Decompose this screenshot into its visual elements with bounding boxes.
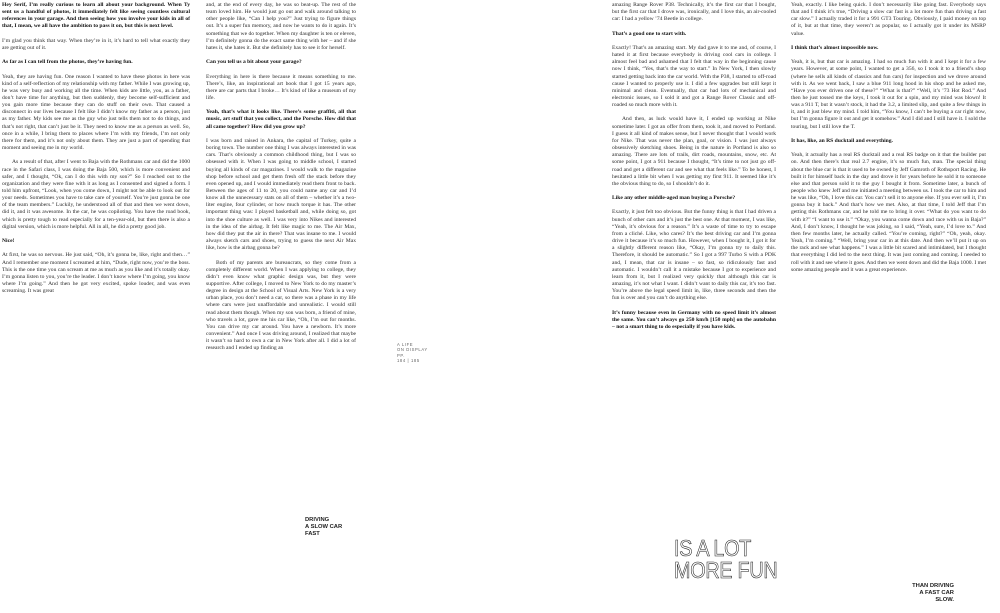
pull-quote-part-1	[305, 517, 365, 539]
interview-answer: I was born and raised in Ankara, the capital of Turkey, quite a boring town. The number one thing I was always interested in was cars. That’s obviously a common childhood thing, but I was so obsessed with it. When I was going to middle school, I started buying all kinds of car magazines. I would walk to the magazine shop before school and get them fresh off the stack before they even opened up, and I would immediately read them front to back. Between the ages of 11 to 20, you could name any car and I’d know all the unnecessary stats on all of them – whether it’s a two-liter engine, four cylinder, or how much torque it has. The other important thing was: I played basketball and, while doing so, got into the shoe culture as well. I was very into Nikes and interested in the idea of the airbag. It felt like magic to me. The Air Max, how did they put the air in there? That was insane to me. I would always sketch cars and shoes, trying to guess the next Air Max like, how is the airbag gonna be?	[206, 137, 356, 252]
pull-quote-headline	[674, 537, 786, 581]
interview-answer: amazing Range Rover P38. Technically, it’s the first car that I bought, but the first car that I drove was, ironically, and I love this, an air-cooled car: I had a yellow ’74 Beetle in college.	[612, 2, 776, 23]
interview-answer: Everything in here is there because it means something to me. There’s, like, an inspirational art book that I got 15 years ago, there are car parts that I broke… It’s kind of like a museum of my life.	[206, 73, 356, 101]
interview-question: Nice!	[2, 238, 15, 245]
interview-answer: Yeah, they are having fun. One reason I wanted to have these photos in here was kind of a self-reflection of my relationship with my father. While I was growing up, he was very busy and working all the time. When kids are little, you, as a father, don’t have time for anything, but then suddenly, they become self-sufficient and you gain more time because they can do stuff on their own. That caused a disconnect in our lives because I felt like I didn’t know my father as a person, just as my father. My kids see me as the guy who just tells them not to do things, and that’s not right, that can’t just be it. They need to know me as a person as well. So, once in a while, I bring them to places where I’m with my friends, I’m not only there for them, and it’s not only about them. They are just a part of spending that moment and seeing me in my world.	[2, 73, 190, 152]
interview-question: I think that’s almost impossible now.	[791, 44, 879, 51]
interview-answer: At first, he was so nervous. He just said, “Oh, it’s gonna be, like, right and then…” And I remember one moment I screamed at him, “Dude, right now, you’re the boss. This is the one time you can scream at me as much as you like and it’s totally okay. I’m gonna listen to you, you’re the leader. I don’t know where I’m going, you know where I’m going.” And then he got very excited, spoke louder, and was even screaming. It was great	[2, 252, 190, 295]
folio-line: 184 | 185	[397, 358, 420, 364]
interview-question: Like any other middle-aged man buying a Porsche?	[612, 195, 736, 202]
interview-answer: Both of my parents are bureaucrats, so they come from a completely different world. When I was applying to college, they didn’t even know what graphic design was, but they were supportive. After college, I moved to New York to do my master’s degree in design at the School of Visual Arts. New York is a very urban place, you don’t need a car, so there was a phase in my life where cars were just unaffordable and unrealistic. I would still read about them though. When my son was born, a friend of mine, who travels a lot, gave me his car like, “Oh, I’m out for months. You can drive my car around. You have a newborn. It’s more convenient.” And once I was driving around, I realized that maybe it wasn’t so hard to own a car in New York after all. I did a lot of research and I ended up finding an	[206, 259, 356, 352]
headline-line: MORE FUN	[674, 557, 778, 583]
interview-answer: I’m glad you think that way. When they’re in it, it’s hard to tell what exactly they are getting out of it.	[2, 37, 190, 51]
interview-answer: As a result of that, after I went to Baja with the Rothmans car and did the 1000 race in the Safari class, I was doing the Baja 500, which is more convenient and safer, and I thought, “Ok, can I do this with my son?” So I reached out to the organization and they were fine with it as long as I consented and signed a form. I told him upfront, “Look, when you come down, I might not be able to look out for your needs. Sometimes you have to take care of yourself. You’re just gonna be one of the team members.” Luckily, he understood all of that and then we went down, did it, and it was awesome. In the car, he was copiloting. You have the road book, which is pretty tough to read especially for a ten-year-old, but then there is also a digital version, which is more helpful. All in all, he did a pretty good job.	[2, 159, 190, 230]
interview-question: It has, like, an RS ducktail and everything.	[791, 137, 893, 144]
article-column-3	[612, 2, 776, 338]
pull-quote-part-3	[884, 583, 954, 605]
interview-answer: Yeah, exactly. I like being quick. I don’t necessarily like going fast. Everybody says that and I think it’s true, “Driving a slow car fast is a lot more fun than driving a fast car slow.” I actually traded it for a 991 GT3 Touring. Obviously, I paid money on top of it, but at that time, they weren’t as popular, so I actually got it under its MSRP value.	[791, 2, 986, 37]
headline-line: IS A LOT	[674, 535, 752, 561]
interview-answer: Exactly, it just felt too obvious. But the funny thing is that I had driven a bunch of other cars and it’s just the best one. At that moment, I was like, “Yeah, it’s obvious for a reason.” It’s a waste of time to try to escape from a cliché. Like, who cares? It’s the best driving car and I’m gonna drive it because it’s so much fun. However, when I bought it, I got it for a slightly different reason like, “Okay, I’m gonna try to daily this. Therefore, it should be automatic.” So I got a 997 Turbo S with a PDK and, I mean, that car is insane – so fast, so ridiculously fast and automatic. I wouldn’t call it a mistake because I got to experience and learn from it, but I realized very quickly that although this car is amazing, it’s not what I want. I didn’t want to daily this car, it’s too fast. You’re above the legal speed limit in, like, three seconds and then the fun is over and you can’t do anything else.	[612, 209, 776, 302]
article-column-4	[791, 2, 986, 281]
interview-question: Yeah, that’s what it looks like. There’s some graffiti, all that music, art stuff that you collect, and the Porsche. How did that all came together? How did you grow up?	[206, 109, 356, 130]
interview-question: It’s funny because even in Germany with no speed limit it’s almost the same. You can’t always go 250 km/h [150 mph] on the autobahn – not a smart thing to do especially if you have kids.	[612, 309, 776, 330]
pull-quote-line: SLOW.	[935, 597, 954, 604]
folio-line: ON DISPLAY	[397, 347, 428, 353]
interview-question: Hey Serif, I’m really curious to learn all about your background. When Ty sent us a handful of photos, it immediately felt like seeing countless cultural references in your garage. And then seeing how you involve your kids in all of that, I mean, we all have the ambition to pass it on, but this is next level.	[2, 2, 190, 30]
interview-answer: And then, as luck would have it, I ended up working at Nike sometime later. I got an offer from them, took it, and moved to Portland. I guess it all kind of makes sense, but I never thought that I would work for Nike. That was never the plan, goal, or vision. I was just always obsessively sketching shoes. Being in the nature in Portland is also so amazing. There are lots of trails, dirt roads, mountains, snow, etc. At some point, I got a 911 because I thought, “It’s time to not just go off-road and get a different car and see what that feels like.” To be honest, I hesitated a little bit when I was getting my first 911. It seemed like it’s the obvious thing to do, so I shouldn’t do it.	[612, 116, 776, 187]
interview-question: Can you tell us a bit about your garage?	[206, 59, 302, 66]
interview-answer: Exactly! That’s an amazing start. My dad gave it to me and, of course, I hated it at first because everybody is driving cool cars in college. I almost feel bad and ashamed that I felt that way in the beginning cause now I think, “Yes, that’s the way to start.” In New York, I then slowly started getting back into the car world. With the P38, I started to off-road cause I wanted to properly use it. I did a few upgrades but still kept it minimal and clean. Eventually, that car had lots of mechanical and electronic issues, so I sold it and got a Range Rover Classic and off-roaded so much more with it.	[612, 44, 776, 109]
pull-quote-line: A FAST CAR	[919, 590, 954, 597]
interview-answer: Yeah, it actually has a real RS ducktail and a real RS badge on it that the builder put on. And then there’s that real 2.7 engine, it’s so much fun, man. The special thing about the blue car is that it used to be owned by Jeff Gamroth of Rothsport Racing. He built it for himself back in the day and drove it for years before he sold it to someone else and that person sold it to the guy I bought it from. Sometime later, a bunch of people who knew Jeff and me initiated a meeting between us. I took the car to him and he was like, “Oh, I love this car. You can’t sell it to anyone else. If you ever sell it, I’m gonna buy it back.” And that’s how we met. Also, at that time, I told Jeff that I’m getting this Rothmans car, and he told me to bring it over. “What do you want to do with it?” “I want to use it.” “Okay, you wanna come down and race with us in Baja?” And, I don’t know, I thought he was joking, so I said, “Yeah, sure, I’d love to.” And then few months later, he actually called. “You’re coming, right?” “Oh, yeah, okay. Yeah, I’m coming.” “Well, bring your car in at this date. And then we’ll put it up on the rack and see what happens.” I was a little bit scared and intimidated, but I thought that everything I did led to the next thing. It was just coming and coming. I needed to roll with it and see where it goes. And then we went down and did the Baja 1000. I met some amazing people and it was a great experience.	[791, 152, 986, 273]
folio-line: PP.	[397, 352, 406, 358]
folio-line: A LIFE	[397, 342, 414, 347]
interview-question: As far as I can tell from the photos, they’re having fun.	[2, 59, 133, 66]
pull-quote-line: DRIVING	[305, 517, 330, 523]
article-column-2	[206, 2, 356, 360]
interview-answer: Yeah, it is, but that car is amazing. I had so much fun with it and I kept it for a few years. However, at some point, I wanted to get a 356, so I took it to a friend’s shop (where he sells all kinds of classics and fun cars) for inspection and we drove around with it. As we went back, I saw a blue 911 long hood in his shop and he asked me, “Have you ever driven one of these?” “What is that?” “Well, it’s ’73 Hot Rod.” And then he just tossed me the keys, I took it out for a spin, and my mind was blown! It was a 911 T, but it wasn’t stock, it had the 3.2, a limited slip, and quite a few things in it, and it just blew my mind. I told him, “You know, I can’t be buying a car right now, but I’m gonna figure it out and get it somehow.” And I did and I still have it. I sold the touring, but I still love the T.	[791, 59, 986, 130]
page-folio	[397, 342, 437, 364]
interview-question: That’s a good one to start with.	[612, 30, 687, 37]
pull-quote-line: THAN DRIVING	[912, 583, 954, 589]
interview-answer: and, at the end of every day, he was so beat-up. The rest of the team loved him. He would just go out and walk around talking to other people like, “Can I help you?” Just trying to figure things out. It’s a super fun memory, and now he wants to do it again. It’s something that we do together. When my daughter is ten or eleven, I’m definitely gonna do the exact same thing with her – and if she hates it, she hates it. But she definitely has to see it for herself.	[206, 2, 356, 51]
pull-quote-line: A SLOW CAR	[305, 524, 343, 531]
article-column-1	[2, 2, 190, 302]
pull-quote-line: FAST	[305, 531, 320, 538]
